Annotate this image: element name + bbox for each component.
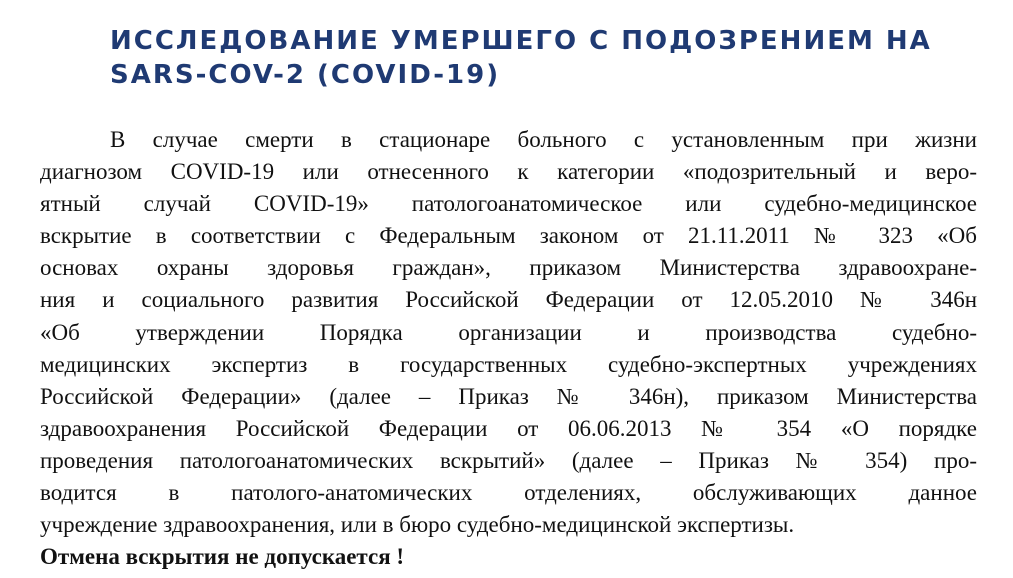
paragraph-line: учреждение здравоохранения, или в бюро судебно-медицинской экспертизы. (40, 512, 795, 538)
body-paragraph (40, 124, 977, 573)
paragraph-line: основах охраны здоровья граждан», приказом Министерства здравоохране- (40, 255, 977, 281)
paragraph-line: диагнозом COVID-19 или отнесенного к категории «подозрительный и веро- (40, 159, 977, 185)
heading-line-2: SARS-COV-2 (COVID-19) (110, 60, 501, 90)
paragraph-line: здравоохранения Российской Федерации от 06.06.2013 № 354 «О порядке (40, 415, 977, 441)
emphasis-note: Отмена вскрытия не допускается ! (40, 544, 405, 570)
paragraph-line: ния и социального развития Российской Федерации от 12.05.2010 № 346н (40, 287, 977, 313)
paragraph-line: «Об утверждении Порядка организации и производства судебно- (40, 319, 977, 345)
paragraph-line: Российской Федерации» (далее – Приказ № 346н), приказом Министерства (40, 383, 977, 409)
paragraph-line: вскрытие в соответствии с Федеральным законом от 21.11.2011 № 323 «Об (40, 223, 977, 249)
paragraph-line: В случае смерти в стационаре больного с установленным при жизни (110, 127, 977, 152)
paragraph-line: водится в патолого-анатомических отделениях, обслуживающих данное (40, 480, 977, 506)
paragraph-line: ятный случай COVID-19» патологоанатомическое или судебно-медицинское (40, 191, 977, 217)
paragraph-line: медицинских экспертиз в государственных судебно-экспертных учреждениях (40, 351, 977, 377)
paragraph-line: проведения патологоанатомических вскрытий» (далее – Приказ № 354) про- (40, 447, 977, 473)
section-heading (110, 24, 970, 92)
heading-line-1: ИССЛЕДОВАНИЕ УМЕРШЕГО С ПОДОЗРЕНИЕМ НА (110, 26, 932, 56)
